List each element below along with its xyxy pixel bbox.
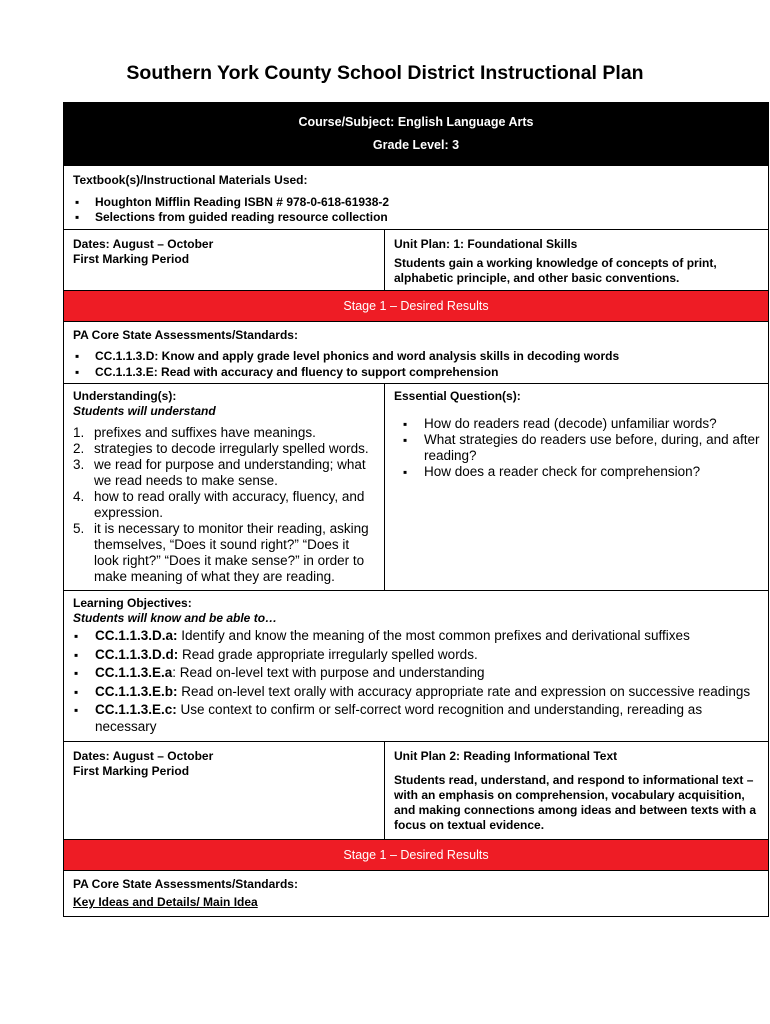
item-number: 2. xyxy=(73,441,85,456)
item-number: 4. xyxy=(73,489,85,504)
list-item xyxy=(73,684,760,701)
understandings-list xyxy=(73,425,376,585)
unit1-plan-cell xyxy=(385,230,768,290)
list-item xyxy=(73,702,760,735)
unit2-dates-cell xyxy=(64,742,385,839)
unit1-plan: Unit Plan: 1: Foundational Skills xyxy=(394,237,578,251)
unit2-period: First Marking Period xyxy=(73,764,190,778)
standards-label: PA Core State Assessments/Standards: xyxy=(73,328,298,342)
list-item xyxy=(73,665,760,682)
unit2-plan-cell xyxy=(385,742,768,839)
understandings-row xyxy=(64,383,768,590)
item-text: how to read orally with accuracy, fluency, and expression. xyxy=(94,489,365,520)
list-item: ▪ CC.1.1.3.E: Read with accuracy and fluency to support comprehension xyxy=(73,364,760,380)
unit1-dates-cell xyxy=(64,230,385,290)
standards-section xyxy=(64,321,768,383)
objective-code: CC.1.1.3.D.d: xyxy=(95,646,179,662)
list-item: ▪ Selections from guided reading resource collection xyxy=(73,210,760,225)
key-ideas-heading: Key Ideas and Details/ Main Idea xyxy=(73,895,258,909)
unit1-desc: Students gain a working knowledge of concepts of print, alphabetic principle, and other basic conventions. xyxy=(394,256,717,285)
list-item xyxy=(73,441,376,457)
list-item: ▪ What strategies do readers use before, during, and after reading? xyxy=(394,432,760,464)
list-item: ▪ How does a reader check for comprehension? xyxy=(394,464,760,480)
standards2-label: PA Core State Assessments/Standards: xyxy=(73,877,298,891)
item-text: we read for purpose and understanding; what we read needs to make sense. xyxy=(94,457,366,488)
item-number: 1. xyxy=(73,425,85,440)
item-text: strategies to decode irregularly spelled words. xyxy=(94,441,369,456)
objectives-sublabel: Students will know and be able to… xyxy=(73,611,278,625)
objective-text: Read grade appropriate irregularly spelled words. xyxy=(178,646,478,662)
unit1-period: First Marking Period xyxy=(73,252,190,266)
course-subject: Course/Subject: English Language Arts xyxy=(298,115,534,129)
objective-code: CC.1.1.3.E.b: xyxy=(95,683,178,699)
objective-text: Use context to confirm or self-correct word recognition and understanding, rereading as necessary xyxy=(95,702,703,734)
objective-text: : Read on-level text with purpose and understanding xyxy=(172,665,485,680)
objective-code: CC.1.1.3.D.a: xyxy=(95,628,178,643)
item-number: 3. xyxy=(73,457,85,472)
list-item xyxy=(73,628,760,645)
questions-cell xyxy=(385,384,768,590)
questions-list xyxy=(394,416,760,480)
objective-text: Read on-level text orally with accuracy appropriate rate and expression on successive readings xyxy=(177,683,751,699)
objectives-section xyxy=(64,590,768,741)
course-header xyxy=(64,103,768,165)
instructional-plan-table xyxy=(63,102,769,917)
list-item xyxy=(73,457,376,489)
unit2-desc: Students read, understand, and respond to informational text – with an emphasis on comprehension, vocabulary acquisition, and making connections among ideas and between texts with a focus on textual evidence. xyxy=(394,773,757,832)
questions-label: Essential Question(s): xyxy=(394,389,521,403)
materials-label: Textbook(s)/Instructional Materials Used: xyxy=(73,173,308,187)
stage1-header: Stage 1 – Desired Results xyxy=(64,290,768,321)
materials-section xyxy=(64,165,768,229)
item-number: 5. xyxy=(73,521,85,536)
list-item: ▪ How do readers read (decode) unfamiliar words? xyxy=(394,416,760,432)
unit2-dates: Dates: August – October xyxy=(73,749,214,763)
unit2-row xyxy=(64,741,768,839)
stage1-header-2: Stage 1 – Desired Results xyxy=(64,839,768,870)
unit1-dates: Dates: August – October xyxy=(73,237,214,251)
list-item xyxy=(73,489,376,521)
understandings-label: Understanding(s): xyxy=(73,389,177,403)
unit2-plan: Unit Plan 2: Reading Informational Text xyxy=(394,749,618,763)
understandings-sublabel: Students will understand xyxy=(73,404,216,418)
page-title: Southern York County School District Instructional Plan xyxy=(126,62,644,84)
grade-level: Grade Level: 3 xyxy=(372,138,460,152)
list-item xyxy=(73,521,376,585)
objective-code: CC.1.1.3.E.c: xyxy=(95,702,177,717)
item-text: prefixes and suffixes have meanings. xyxy=(94,425,316,440)
standards-list xyxy=(73,348,760,380)
standards2-section xyxy=(64,870,768,916)
list-item: ▪ CC.1.1.3.D: Know and apply grade level phonics and word analysis skills in decoding words xyxy=(73,348,760,364)
item-text: it is necessary to monitor their reading, asking themselves, “Does it sound right?” “Does it look right?” “Does it make sense?” in order to make meaning of what they are reading. xyxy=(94,521,369,584)
understandings-cell xyxy=(64,384,385,590)
objectives-label: Learning Objectives: xyxy=(73,596,192,610)
list-item xyxy=(73,425,376,441)
materials-list xyxy=(73,195,760,225)
unit1-row xyxy=(64,229,768,290)
objectives-list xyxy=(73,628,760,735)
list-item xyxy=(73,647,760,664)
list-item: ▪ Houghton Mifflin Reading ISBN # 978-0-618-61938-2 xyxy=(73,195,760,210)
objective-text: Identify and know the meaning of the most common prefixes and derivational suffixes xyxy=(177,628,690,643)
objective-code: CC.1.1.3.E.a xyxy=(95,665,173,680)
